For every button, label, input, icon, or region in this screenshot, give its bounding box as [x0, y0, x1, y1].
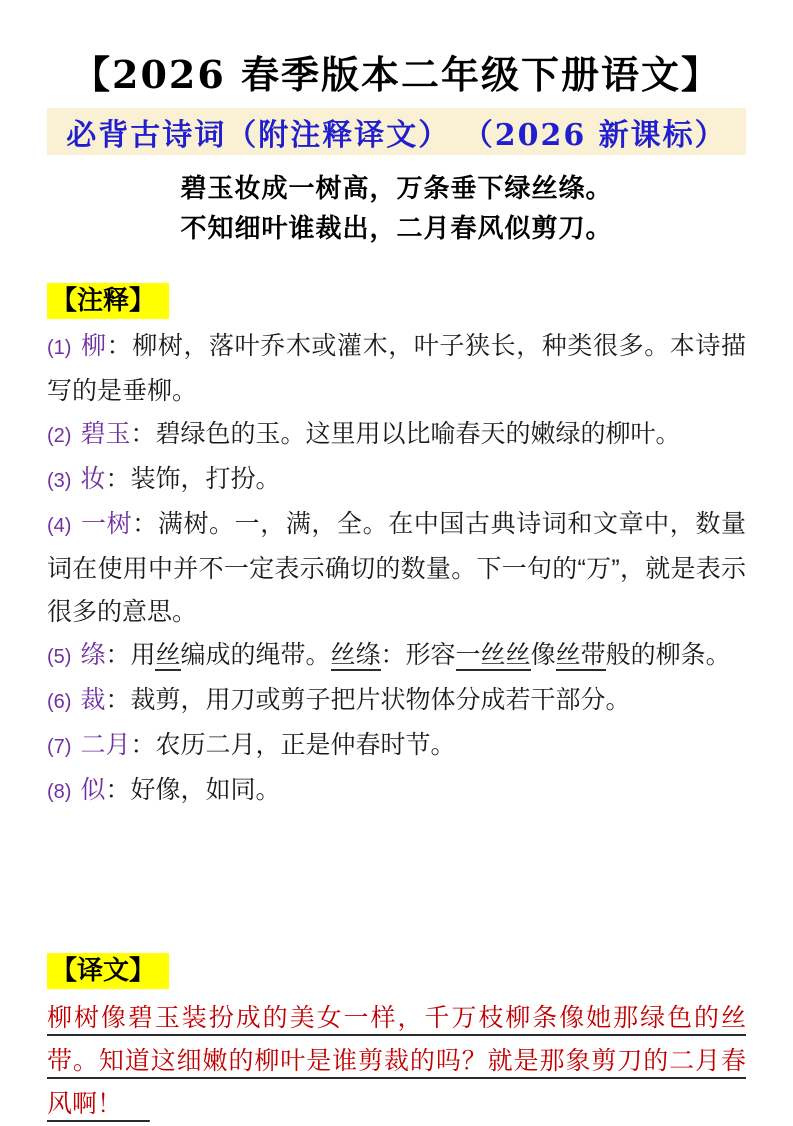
note-text: ：装饰，打扮。: [105, 465, 281, 493]
note-number: (8): [47, 781, 72, 803]
note-term: 一树: [80, 510, 133, 538]
poem-block: [47, 168, 746, 248]
note-term: 绦: [80, 641, 106, 669]
note-item: [47, 325, 746, 413]
note-item: [47, 679, 746, 724]
note-term: 二月: [80, 731, 131, 759]
notes-section-heading: 【注释】: [47, 283, 169, 319]
note-text: ：农历二月，正是仲春时节。: [130, 731, 456, 759]
note-number: (5): [47, 646, 72, 668]
translation-heading-row: [47, 953, 746, 989]
poem-line-2: 不知细叶谁裁出，二月春风似剪刀。: [180, 213, 613, 243]
note-text: ：用丝编成的绳带。丝绦：形容一丝丝像丝带般的柳条。: [105, 641, 731, 669]
note-text: ：满树。一，满，全。在中国古典诗词和文章中，数量词在使用中并不一定表示确切的数量。下一句的“万”，就是表示很多的意思。: [47, 510, 746, 626]
note-term: 似: [80, 776, 106, 804]
poem-line-1: 碧玉妆成一树高，万条垂下绿丝绦。: [180, 173, 613, 203]
note-number: (3): [47, 470, 72, 492]
note-term: 裁: [80, 686, 106, 714]
note-item: [47, 724, 746, 769]
note-item: [47, 503, 746, 634]
note-term: 柳: [80, 332, 107, 360]
note-text: ：柳树，落叶乔木或灌木，叶子狭长，种类很多。本诗描写的是垂柳。: [47, 332, 746, 405]
note-number: (2): [47, 425, 72, 447]
note-text: ：裁剪，用刀或剪子把片状物体分成若干部分。: [105, 686, 631, 714]
note-term: 碧玉: [80, 420, 131, 448]
note-item: [47, 769, 746, 814]
note-text: ：碧绿色的玉。这里用以比喻春天的嫩绿的柳叶。: [130, 420, 681, 448]
note-number: (6): [47, 691, 72, 713]
note-item: [47, 413, 746, 458]
note-term: 妆: [80, 465, 106, 493]
note-item: [47, 458, 746, 503]
notes-list: [47, 325, 746, 814]
page-content: [47, 50, 746, 1126]
note-number: (7): [47, 736, 72, 758]
note-item: [47, 634, 746, 679]
notes-heading-row: [47, 283, 746, 319]
translation-paragraph: 柳树像碧玉装扮成的美女一样，千万枝柳条像她那绿色的丝带。知道这细嫩的柳叶是谁剪裁的吗？就是那象剪刀的二月春风啊！: [47, 1004, 746, 1118]
page-title: 【2026 春季版本二年级下册语文】: [72, 52, 721, 97]
page-subtitle: 必背古诗词（附注释译文） （2026 新课标）: [66, 117, 727, 153]
note-number: (1): [47, 337, 72, 359]
translation-section-heading: 【译文】: [47, 953, 169, 989]
note-text: ：好像，如同。: [105, 776, 281, 804]
note-number: (4): [47, 515, 72, 537]
subtitle-band: [47, 108, 746, 155]
